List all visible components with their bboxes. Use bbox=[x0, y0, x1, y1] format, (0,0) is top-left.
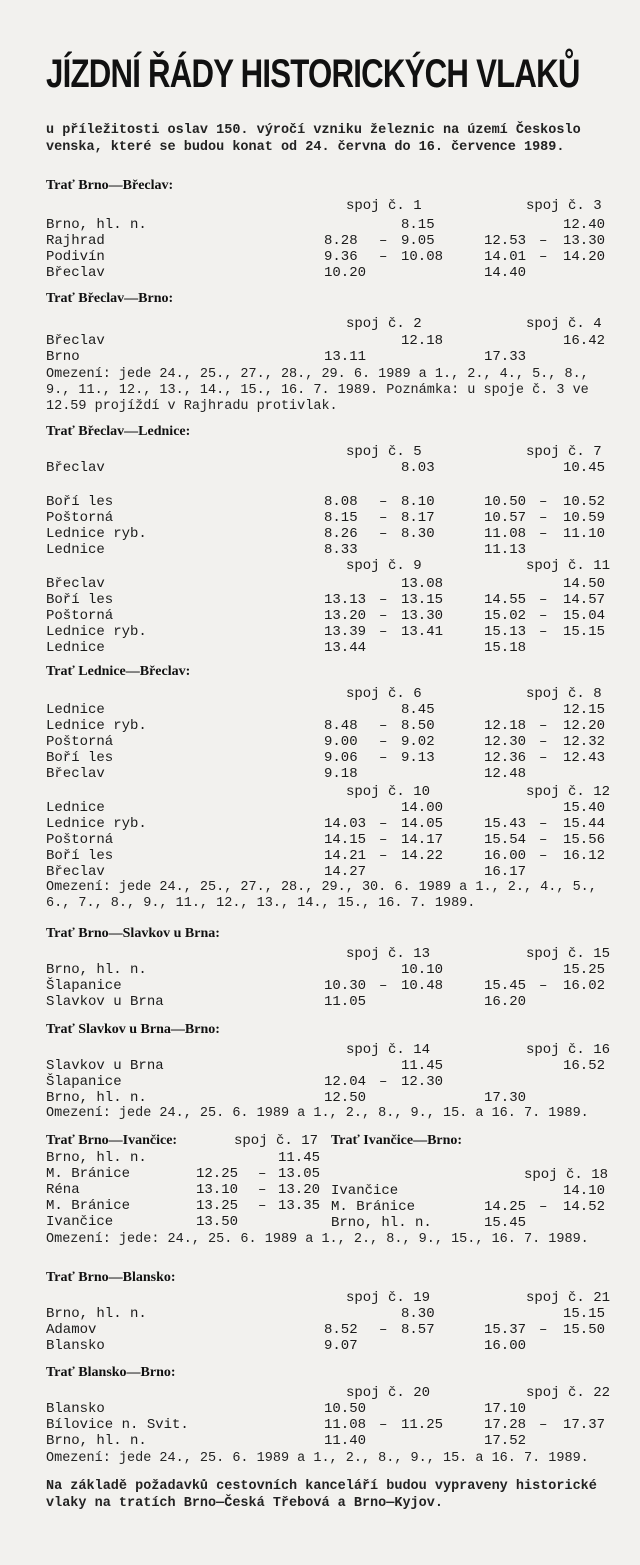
arrival-time: 12.18 bbox=[484, 718, 527, 734]
station-name: Blansko bbox=[46, 1401, 105, 1417]
connection-label: spoj č. 9 bbox=[346, 558, 422, 574]
station-name: M. Bránice bbox=[46, 1166, 131, 1182]
departure-time: 10.59 bbox=[563, 510, 606, 526]
dash: – bbox=[258, 1198, 267, 1214]
arrival-time: 8.15 bbox=[324, 510, 358, 526]
dash: – bbox=[379, 718, 388, 734]
arrival-time: 13.44 bbox=[324, 640, 367, 656]
departure-time: 12.32 bbox=[563, 734, 606, 750]
departure-time: 11.25 bbox=[401, 1417, 444, 1433]
departure-time: 8.10 bbox=[401, 494, 435, 510]
route-header: Trať Ivančice—Brno: bbox=[331, 1133, 463, 1148]
arrival-time: 11.05 bbox=[324, 994, 367, 1010]
station-name: Lednice ryb. bbox=[46, 526, 147, 542]
departure-time: 11.10 bbox=[563, 526, 606, 542]
arrival-time: 17.28 bbox=[484, 1417, 527, 1433]
departure-time: 8.30 bbox=[401, 1306, 435, 1322]
dash: – bbox=[539, 249, 548, 265]
dash: – bbox=[379, 249, 388, 265]
station-name: Bílovice n. Svit. bbox=[46, 1417, 189, 1433]
station-name: Brno, hl. n. bbox=[46, 217, 147, 233]
departure-time: 13.20 bbox=[278, 1182, 321, 1198]
dash: – bbox=[379, 978, 388, 994]
departure-time: 14.05 bbox=[401, 816, 444, 832]
dash: – bbox=[379, 1322, 388, 1338]
station-name: Ivančice bbox=[46, 1214, 114, 1230]
station-name: Slavkov u Brna bbox=[46, 1058, 164, 1074]
departure-time: 8.15 bbox=[401, 217, 435, 233]
departure-time: 14.22 bbox=[401, 848, 444, 864]
station-name: Poštorná bbox=[46, 608, 114, 624]
arrival-time: 15.13 bbox=[484, 624, 527, 640]
station-name: Boří les bbox=[46, 750, 114, 766]
arrival-time: 14.27 bbox=[324, 864, 367, 880]
dash: – bbox=[379, 494, 388, 510]
station-name: Lednice bbox=[46, 702, 105, 718]
arrival-time: 14.21 bbox=[324, 848, 367, 864]
arrival-time: 11.08 bbox=[324, 1417, 367, 1433]
arrival-time: 13.20 bbox=[324, 608, 367, 624]
route-header: Trať Brno—Břeclav: bbox=[46, 178, 174, 193]
arrival-time: 17.30 bbox=[484, 1090, 527, 1106]
station-name: Břeclav bbox=[46, 333, 105, 349]
departure-time: 15.25 bbox=[563, 962, 606, 978]
dash: – bbox=[539, 1199, 548, 1215]
station-name: Břeclav bbox=[46, 576, 105, 592]
connection-label: spoj č. 22 bbox=[526, 1385, 611, 1401]
station-name: Slavkov u Brna bbox=[46, 994, 164, 1010]
arrival-time: 13.10 bbox=[196, 1182, 239, 1198]
departure-time: 15.56 bbox=[563, 832, 606, 848]
arrival-time: 12.30 bbox=[484, 734, 527, 750]
arrival-time: 16.00 bbox=[484, 848, 527, 864]
dash: – bbox=[539, 1417, 548, 1433]
station-name: Boří les bbox=[46, 848, 114, 864]
arrival-time: 8.33 bbox=[324, 542, 358, 558]
arrival-time: 9.07 bbox=[324, 1338, 358, 1354]
arrival-time: 16.20 bbox=[484, 994, 527, 1010]
departure-time: 10.10 bbox=[401, 962, 444, 978]
arrival-time: 13.11 bbox=[324, 349, 367, 365]
arrival-time: 8.48 bbox=[324, 718, 358, 734]
restriction-note: Omezení: jede 24., 25., 27., 28., 29. 6. 1989 a 1., 2., 4., 5., 8., 9., 11., 12., 13., 14., 15., 16. 7. 1989. Poznámka: u spoje č. 3 ve 12.59 projíždí v Rajhradu protivlak. bbox=[46, 367, 589, 414]
arrival-time: 9.18 bbox=[324, 766, 358, 782]
arrival-time: 12.36 bbox=[484, 750, 527, 766]
arrival-time: 11.13 bbox=[484, 542, 527, 558]
departure-time: 13.15 bbox=[401, 592, 444, 608]
departure-time: 12.20 bbox=[563, 718, 606, 734]
arrival-time: 17.52 bbox=[484, 1433, 527, 1449]
arrival-time: 14.25 bbox=[484, 1199, 527, 1215]
dash: – bbox=[539, 978, 548, 994]
departure-time: 13.05 bbox=[278, 1166, 321, 1182]
departure-time: 15.15 bbox=[563, 1306, 606, 1322]
station-name: Réna bbox=[46, 1182, 80, 1198]
departure-time: 15.15 bbox=[563, 624, 606, 640]
connection-label: spoj č. 3 bbox=[526, 198, 602, 214]
departure-time: 12.18 bbox=[401, 333, 444, 349]
departure-time: 12.30 bbox=[401, 1074, 444, 1090]
restriction-note: Omezení: jede 24., 25. 6. 1989 a 1., 2., 8., 9., 15. a 16. 7. 1989. bbox=[46, 1451, 589, 1466]
departure-time: 8.57 bbox=[401, 1322, 435, 1338]
arrival-time: 9.06 bbox=[324, 750, 358, 766]
arrival-time: 15.54 bbox=[484, 832, 527, 848]
connection-label: spoj č. 20 bbox=[346, 1385, 431, 1401]
station-name: Adamov bbox=[46, 1322, 97, 1338]
departure-time: 15.40 bbox=[563, 800, 606, 816]
station-name: Boří les bbox=[46, 494, 114, 510]
dash: – bbox=[379, 832, 388, 848]
dash: – bbox=[539, 233, 548, 249]
station-name: Lednice bbox=[46, 542, 105, 558]
route-header: Trať Brno—Ivančice: bbox=[46, 1133, 178, 1148]
arrival-time: 14.15 bbox=[324, 832, 367, 848]
dash: – bbox=[539, 1322, 548, 1338]
dash: – bbox=[379, 750, 388, 766]
departure-time: 14.10 bbox=[563, 1183, 606, 1199]
page-title: JÍZDNÍ ŘÁDY HISTORICKÝCH VLAKŮ bbox=[46, 52, 580, 96]
station-name: Břeclav bbox=[46, 766, 105, 782]
dash: – bbox=[539, 608, 548, 624]
dash: – bbox=[379, 526, 388, 542]
dash: – bbox=[539, 734, 548, 750]
restriction-note: Omezení: jede: 24., 25. 6. 1989 a 1., 2., 8., 9., 15., 16. 7. 1989. bbox=[46, 1232, 589, 1247]
departure-time: 8.30 bbox=[401, 526, 435, 542]
route-header: Trať Břeclav—Brno: bbox=[46, 291, 174, 306]
station-name: Poštorná bbox=[46, 734, 114, 750]
final-note: Na základě požadavků cestovních kanceláří budou vypraveny historické vlaky na tratích Brno—Česká Třebová a Brno—Kyjov. bbox=[46, 1479, 597, 1511]
arrival-time: 13.13 bbox=[324, 592, 367, 608]
connection-label: spoj č. 17 bbox=[234, 1133, 319, 1149]
station-name: Lednice bbox=[46, 800, 105, 816]
arrival-time: 10.57 bbox=[484, 510, 527, 526]
connection-label: spoj č. 16 bbox=[526, 1042, 611, 1058]
dash: – bbox=[379, 510, 388, 526]
station-name: Brno, hl. n. bbox=[46, 962, 147, 978]
station-name: Brno, hl. n. bbox=[46, 1090, 147, 1106]
connection-label: spoj č. 4 bbox=[526, 316, 602, 332]
dash: – bbox=[379, 608, 388, 624]
route-header: Trať Blansko—Brno: bbox=[46, 1365, 176, 1380]
station-name: Blansko bbox=[46, 1338, 105, 1354]
arrival-time: 14.03 bbox=[324, 816, 367, 832]
station-name: Brno, hl. n. bbox=[331, 1215, 432, 1231]
departure-time: 16.12 bbox=[563, 848, 606, 864]
dash: – bbox=[539, 624, 548, 640]
departure-time: 8.03 bbox=[401, 460, 435, 476]
route-header: Trať Brno—Blansko: bbox=[46, 1270, 176, 1285]
arrival-time: 12.25 bbox=[196, 1166, 239, 1182]
departure-time: 8.45 bbox=[401, 702, 435, 718]
intro-text: u příležitosti oslav 150. výročí vzniku železnic na území Českoslo venska, které se budou konat od 24. června do 16. července 1989. bbox=[46, 123, 581, 155]
departure-time: 8.17 bbox=[401, 510, 435, 526]
departure-time: 13.35 bbox=[278, 1198, 321, 1214]
arrival-time: 14.55 bbox=[484, 592, 527, 608]
connection-label: spoj č. 13 bbox=[346, 946, 431, 962]
arrival-time: 15.37 bbox=[484, 1322, 527, 1338]
departure-time: 16.52 bbox=[563, 1058, 606, 1074]
station-name: Poštorná bbox=[46, 832, 114, 848]
departure-time: 14.52 bbox=[563, 1199, 606, 1215]
dash: – bbox=[379, 624, 388, 640]
departure-time: 14.20 bbox=[563, 249, 606, 265]
arrival-time: 17.10 bbox=[484, 1401, 527, 1417]
departure-time: 15.44 bbox=[563, 816, 606, 832]
arrival-time: 8.52 bbox=[324, 1322, 358, 1338]
arrival-time: 16.00 bbox=[484, 1338, 527, 1354]
departure-time: 12.43 bbox=[563, 750, 606, 766]
arrival-time: 8.26 bbox=[324, 526, 358, 542]
arrival-time: 14.01 bbox=[484, 249, 527, 265]
arrival-time: 13.39 bbox=[324, 624, 367, 640]
arrival-time: 12.48 bbox=[484, 766, 527, 782]
connection-label: spoj č. 12 bbox=[526, 784, 611, 800]
connection-label: spoj č. 10 bbox=[346, 784, 431, 800]
station-name: Lednice ryb. bbox=[46, 624, 147, 640]
dash: – bbox=[379, 734, 388, 750]
station-name: Poštorná bbox=[46, 510, 114, 526]
arrival-time: 10.50 bbox=[324, 1401, 367, 1417]
arrival-time: 10.30 bbox=[324, 978, 367, 994]
arrival-time: 11.08 bbox=[484, 526, 527, 542]
station-name: Břeclav bbox=[46, 460, 105, 476]
connection-label: spoj č. 5 bbox=[346, 444, 422, 460]
departure-time: 13.41 bbox=[401, 624, 444, 640]
arrival-time: 17.33 bbox=[484, 349, 527, 365]
departure-time: 13.30 bbox=[401, 608, 444, 624]
station-name: Brno, hl. n. bbox=[46, 1433, 147, 1449]
arrival-time: 11.40 bbox=[324, 1433, 367, 1449]
arrival-time: 10.20 bbox=[324, 265, 367, 281]
route-header: Trať Lednice—Břeclav: bbox=[46, 664, 191, 679]
arrival-time: 12.50 bbox=[324, 1090, 367, 1106]
arrival-time: 8.08 bbox=[324, 494, 358, 510]
arrival-time: 13.25 bbox=[196, 1198, 239, 1214]
dash: – bbox=[379, 233, 388, 249]
departure-time: 16.42 bbox=[563, 333, 606, 349]
station-name: Lednice ryb. bbox=[46, 718, 147, 734]
connection-label: spoj č. 8 bbox=[526, 686, 602, 702]
dash: – bbox=[379, 592, 388, 608]
departure-time: 15.04 bbox=[563, 608, 606, 624]
route-header: Trať Břeclav—Lednice: bbox=[46, 424, 191, 439]
dash: – bbox=[539, 750, 548, 766]
departure-time: 10.08 bbox=[401, 249, 444, 265]
departure-time: 9.13 bbox=[401, 750, 435, 766]
arrival-time: 15.43 bbox=[484, 816, 527, 832]
arrival-time: 15.45 bbox=[484, 978, 527, 994]
arrival-time: 12.53 bbox=[484, 233, 527, 249]
departure-time: 9.02 bbox=[401, 734, 435, 750]
departure-time: 12.15 bbox=[563, 702, 606, 718]
connection-label: spoj č. 1 bbox=[346, 198, 422, 214]
station-name: Podivín bbox=[46, 249, 105, 265]
restriction-note: Omezení: jede 24., 25. 6. 1989 a 1., 2., 8., 9., 15. a 16. 7. 1989. bbox=[46, 1106, 589, 1121]
arrival-time: 15.45 bbox=[484, 1215, 527, 1231]
dash: – bbox=[539, 592, 548, 608]
departure-time: 8.50 bbox=[401, 718, 435, 734]
departure-time: 9.05 bbox=[401, 233, 435, 249]
connection-label: spoj č. 21 bbox=[526, 1290, 611, 1306]
station-name: Lednice ryb. bbox=[46, 816, 147, 832]
station-name: Rajhrad bbox=[46, 233, 105, 249]
station-name: Lednice bbox=[46, 640, 105, 656]
arrival-time: 9.36 bbox=[324, 249, 358, 265]
dash: – bbox=[539, 816, 548, 832]
arrival-time: 13.50 bbox=[196, 1214, 239, 1230]
dash: – bbox=[379, 1074, 388, 1090]
connection-label: spoj č. 15 bbox=[526, 946, 611, 962]
dash: – bbox=[539, 510, 548, 526]
connection-label: spoj č. 11 bbox=[526, 558, 611, 574]
departure-time: 14.57 bbox=[563, 592, 606, 608]
departure-time: 14.50 bbox=[563, 576, 606, 592]
arrival-time: 8.28 bbox=[324, 233, 358, 249]
departure-time: 10.52 bbox=[563, 494, 606, 510]
station-name: Břeclav bbox=[46, 864, 105, 880]
connection-label: spoj č. 19 bbox=[346, 1290, 431, 1306]
departure-time: 10.45 bbox=[563, 460, 606, 476]
station-name: Boří les bbox=[46, 592, 114, 608]
connection-label: spoj č. 7 bbox=[526, 444, 602, 460]
departure-time: 14.00 bbox=[401, 800, 444, 816]
station-name: Brno, hl. n. bbox=[46, 1306, 147, 1322]
station-name: Šlapanice bbox=[46, 978, 122, 994]
dash: – bbox=[539, 526, 548, 542]
departure-time: 15.50 bbox=[563, 1322, 606, 1338]
station-name: M. Bránice bbox=[331, 1199, 416, 1215]
station-name: M. Bránice bbox=[46, 1198, 131, 1214]
connection-label: spoj č. 6 bbox=[346, 686, 422, 702]
station-name: Břeclav bbox=[46, 265, 105, 281]
station-name: Ivančice bbox=[331, 1183, 399, 1199]
connection-label: spoj č. 18 bbox=[524, 1167, 609, 1183]
connection-label: spoj č. 2 bbox=[346, 316, 422, 332]
dash: – bbox=[539, 494, 548, 510]
departure-time: 17.37 bbox=[563, 1417, 606, 1433]
departure-time: 13.30 bbox=[563, 233, 606, 249]
arrival-time: 10.50 bbox=[484, 494, 527, 510]
route-header: Trať Brno—Slavkov u Brna: bbox=[46, 926, 220, 941]
dash: – bbox=[379, 1417, 388, 1433]
departure-time: 11.45 bbox=[278, 1150, 321, 1166]
arrival-time: 9.00 bbox=[324, 734, 358, 750]
arrival-time: 15.18 bbox=[484, 640, 527, 656]
dash: – bbox=[539, 848, 548, 864]
dash: – bbox=[539, 832, 548, 848]
dash: – bbox=[258, 1166, 267, 1182]
station-name: Šlapanice bbox=[46, 1074, 122, 1090]
route-header: Trať Slavkov u Brna—Brno: bbox=[46, 1022, 220, 1037]
station-name: Brno, hl. n. bbox=[46, 1150, 147, 1166]
departure-time: 10.48 bbox=[401, 978, 444, 994]
dash: – bbox=[379, 848, 388, 864]
dash: – bbox=[379, 816, 388, 832]
departure-time: 14.17 bbox=[401, 832, 444, 848]
station-name: Brno bbox=[46, 349, 80, 365]
departure-time: 13.08 bbox=[401, 576, 444, 592]
dash: – bbox=[539, 718, 548, 734]
connection-label: spoj č. 14 bbox=[346, 1042, 431, 1058]
arrival-time: 15.02 bbox=[484, 608, 527, 624]
departure-time: 11.45 bbox=[401, 1058, 444, 1074]
arrival-time: 12.04 bbox=[324, 1074, 367, 1090]
dash: – bbox=[258, 1182, 267, 1198]
departure-time: 16.02 bbox=[563, 978, 606, 994]
departure-time: 12.40 bbox=[563, 217, 606, 233]
arrival-time: 16.17 bbox=[484, 864, 527, 880]
arrival-time: 14.40 bbox=[484, 265, 527, 281]
restriction-note: Omezení: jede 24., 25., 27., 28., 29., 30. 6. 1989 a 1., 2., 4., 5., 6., 7., 8., 9., 11., 12., 13., 14., 15., 16. 7. 1989. bbox=[46, 880, 597, 911]
